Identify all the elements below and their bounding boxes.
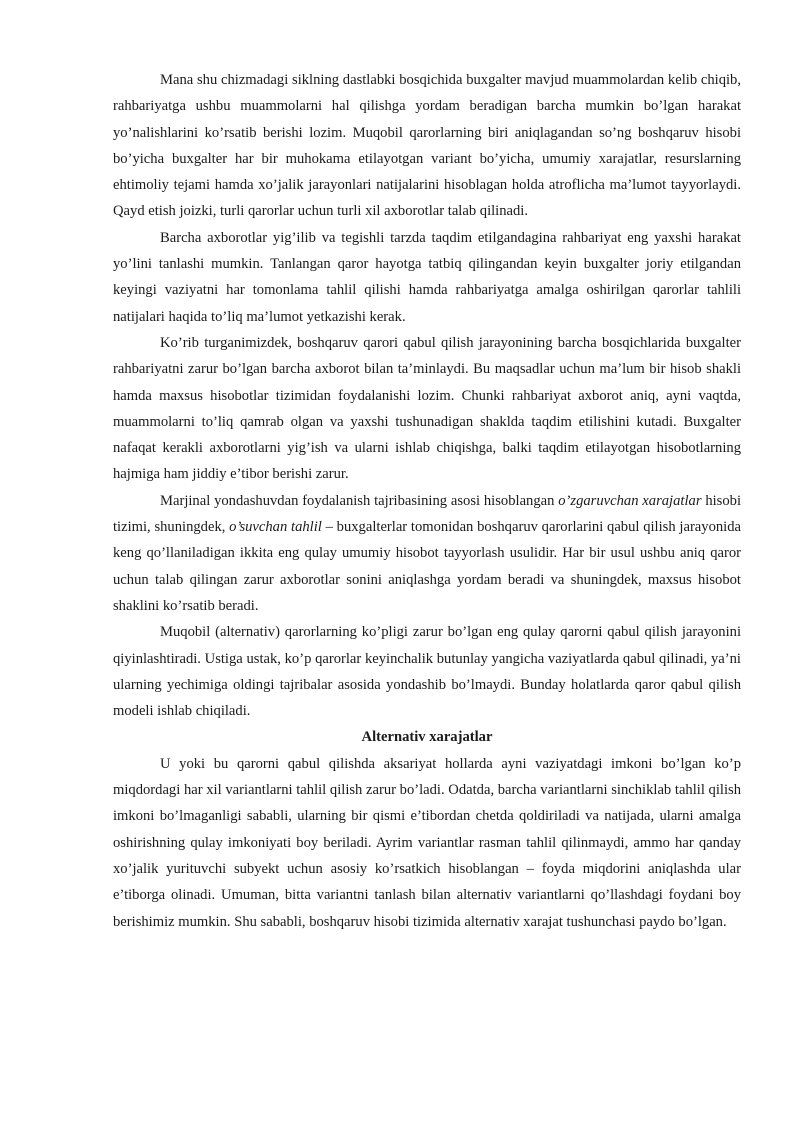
paragraph-4-text-3: – buxgalterlar tomonidan boshqaruv qarorlarini qabul qilish jarayonida keng qo’llaniladigan ikkita eng qulay umumiy hisobot tayyorlash usulidir. Har bir usul ushbu aniq qaror uchun talab qilingan zarur axborotlar sonini aniqlashga yordam beradi va shuningdek, maxsus hisobot shaklini ko’rsatib beradi. xyxy=(113,519,741,614)
paragraph-3: Ko’rib turganimizdek, boshqaruv qarori qabul qilish jarayonining barcha bosqichlarida buxgalter rahbariyatni zarur bo’lgan barcha axborot bilan ta’minlaydi. Bu maqsadlar uchun ma’lum bir hisob shakli hamda maxsus hisobotlar tizimidan foydalanishi lozim. Chunki rahbariyat axborot aniq, ayni vaqtda, muammolarni to’liq qamrab olgan va yaxshi tushunadigan shaklda taqdim etilishini kutadi. Buxgalter nafaqat kerakli axborotlarni yig’ish va ularni ishlab chiqishga, balki taqdim etilayotgan hisobotlarning hajmiga ham jiddiy e’tibor berishi zarur. xyxy=(113,334,741,483)
paragraph-2: Barcha axborotlar yig’ilib va tegishli tarzda taqdim etilgandagina rahbariyat eng yaxshi harakat yo’lini tanlashi mumkin. Tanlangan qaror hayotga tatbiq qilingandan keyin buxgalter joriy etilgandan keyingi vaziyatni har tomonlama tahlil qilishi hamda rahbariyatga amalga oshirilgan qarorlar tahlili natijalari haqida to’liq ma’lumot yetkazishi kerak. xyxy=(113,229,741,325)
section-heading: Alternativ xarajatlar xyxy=(361,729,493,746)
paragraph-1: Mana shu chizmadagi siklning dastlabki bosqichida buxgalter mavjud muammolardan kelib chiqib, rahbariyatga ushbu muammolarni hal qilishga yordam beradigan barcha mumkin bo’lgan harakat yo’nalishlarini ko’rsatib berishi lozim. Muqobil qarorlarning biri aniqlagandan so’ng boshqaruv hisobi bo’yicha buxgalter har bir muhokama etilayotgan variant bo’yicha, umumiy xarajatlar, resurslarning ehtimoliy tejami hamda xo’jalik jarayonlari natijalarini hisoblagan holda atroflicha ma’lumot tayyorlaydi. Qayd etish joizki, turli qarorlar uchun turli xil axborotlar talab qilinadi. xyxy=(113,72,741,220)
paragraph-6: U yoki bu qarorni qabul qilishda aksariyat hollarda ayni vaziyatdagi imkoni bo’lgan ko’p miqdordagi har xil variantlarni tahlil qilish zarur bo’ladi. Odatda, barcha variantlarni sinchiklab tahlil qilish imkoni bo’lmaganligi sababli, ularning bir qismi e’tibordan chetda qoldiriladi va natijada, ularni amalga oshirishning qulay imkoniyati boy beriladi. Ayrim variantlar rasman tahlil qilinmaydi, ammo har qanday xo’jalik yurituvchi subyekt uchun asosiy ko’rsatkich hisoblangan – foyda miqdorini aniqlashda ular e’tiborga olinadi. Umuman, bitta variantni tanlash bilan alternativ variantlarni qo’llashdagi foydani boy berishimiz mumkin. Shu sababli, boshqaruv hisobi tizimida alternativ xarajat tushunchasi paydo bo’lgan. xyxy=(113,755,741,930)
paragraph-4 xyxy=(113,488,741,619)
document-page xyxy=(113,67,741,935)
paragraph-4-text-1: Marjinal yondashuvdan foydalanish tajribasining asosi hisoblangan xyxy=(160,492,559,509)
term-variable-costs: o’zgaruvchan xarajatlar xyxy=(558,492,702,509)
paragraph-4-text-2: hisobi tizimi, shuningdek, xyxy=(113,492,741,536)
paragraph-5: Muqobil (alternativ) qarorlarning ko’pligi zarur bo’lgan eng qulay qarorni qabul qilish jarayonini qiyinlashtiradi. Ustiga ustak, ko’p qarorlar keyinchalik butunlay yangicha vaziyatlarda qabul qilinadi, ya’ni ularning yechimiga oldingi tajribalar asosida yondashib bo’lmaydi. Bunday holatlarda qaror qabul qilish modeli ishlab chiqiladi. xyxy=(113,624,741,720)
term-incremental-analysis: o’suvchan tahlil xyxy=(229,519,322,536)
